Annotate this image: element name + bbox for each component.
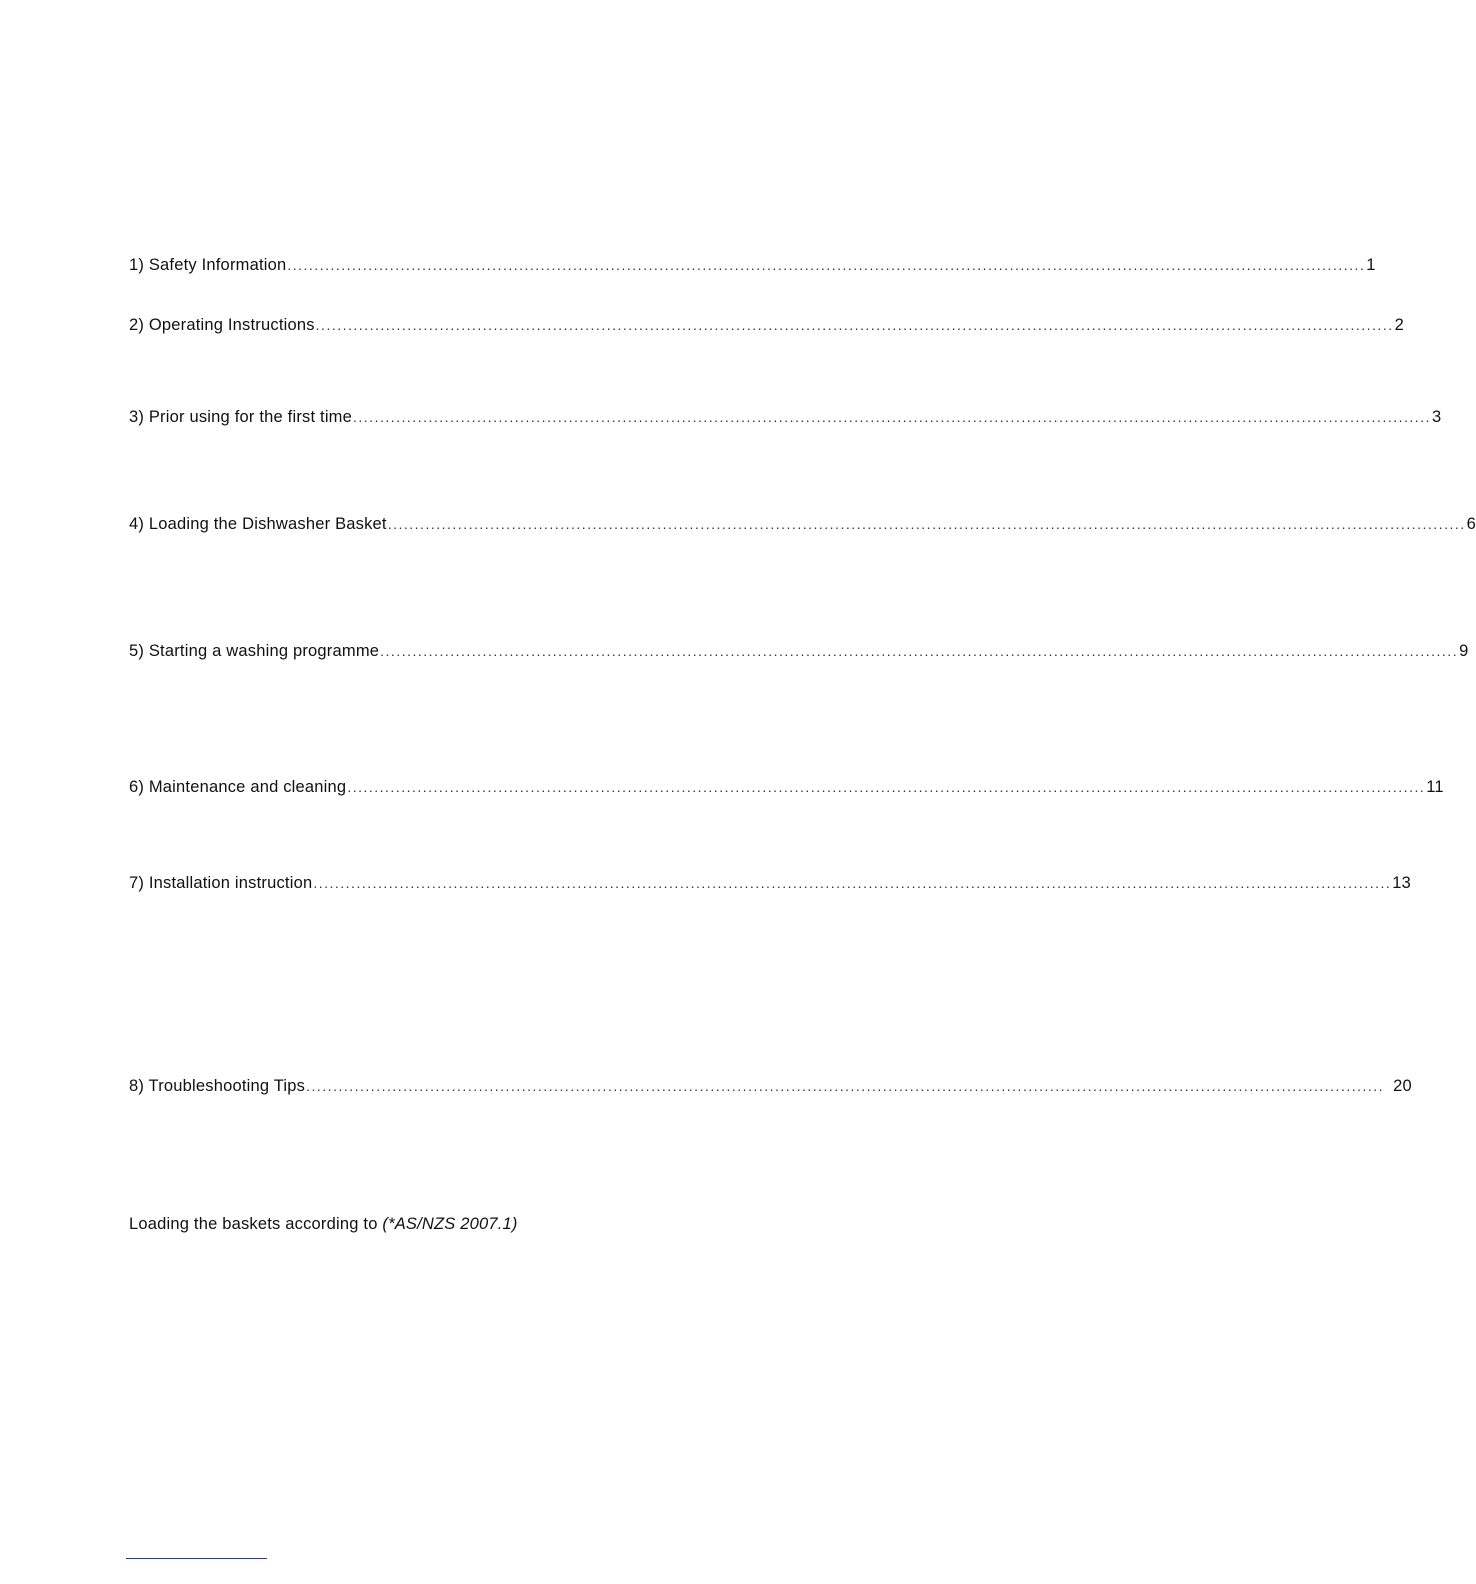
toc-item-safety-information[interactable] xyxy=(129,256,1376,275)
loading-note xyxy=(129,1215,518,1234)
dot-leader: ........................................................................................................................................................................................................ xyxy=(347,779,1426,795)
toc-item-label: 4) Loading the Dishwasher Basket xyxy=(129,515,387,533)
toc-item-label: 7) Installation instruction xyxy=(129,874,313,892)
toc-item-loading-basket[interactable] xyxy=(129,515,1476,534)
dot-leader: ........................................................................................................................................................................................................ xyxy=(287,257,1366,273)
dot-leader: ........................................................................................................................................................................................................ xyxy=(306,1078,1385,1094)
toc-page-number: 13 xyxy=(1392,874,1412,892)
toc-page-number: 20 xyxy=(1393,1077,1412,1095)
toc-item-maintenance[interactable] xyxy=(129,778,1444,797)
toc-item-label: 3) Prior using for the first time xyxy=(129,408,353,426)
toc-item-label: 6) Maintenance and cleaning xyxy=(129,778,347,796)
dot-leader: ........................................................................................................................................................................................................ xyxy=(313,875,1392,891)
toc-item-label: 8) Troubleshooting Tips xyxy=(129,1077,306,1095)
toc-item-operating-instructions[interactable] xyxy=(129,316,1404,335)
toc-item-label: 2) Operating Instructions xyxy=(129,316,315,334)
dot-leader: ........................................................................................................................................................................................................ xyxy=(315,317,1394,333)
footnote-divider xyxy=(126,1558,267,1559)
toc-item-starting-programme[interactable] xyxy=(129,642,1469,661)
toc-item-installation[interactable] xyxy=(129,874,1412,893)
dot-leader: ........................................................................................................................................................................................................ xyxy=(380,643,1459,659)
toc-page-number: 6 xyxy=(1466,515,1476,533)
toc-item-label: 1) Safety Information xyxy=(129,256,287,274)
toc-item-label: 5) Starting a washing programme xyxy=(129,642,380,660)
toc-item-troubleshooting[interactable] xyxy=(129,1077,1412,1096)
toc-page-number: 1 xyxy=(1366,256,1376,274)
standard-reference: (*AS/NZS 2007.1) xyxy=(382,1215,518,1233)
toc-page-number: 2 xyxy=(1394,316,1404,334)
dot-leader: ........................................................................................................................................................................................................ xyxy=(353,409,1431,425)
dot-leader: ........................................................................................................................................................................................................ xyxy=(387,516,1466,532)
toc-item-prior-using[interactable] xyxy=(129,408,1442,427)
loading-note-text: Loading the baskets according to xyxy=(129,1215,378,1233)
toc-page-number: 11 xyxy=(1426,778,1444,796)
toc-page-number: 3 xyxy=(1431,408,1442,426)
toc-page-number: 9 xyxy=(1459,642,1469,660)
